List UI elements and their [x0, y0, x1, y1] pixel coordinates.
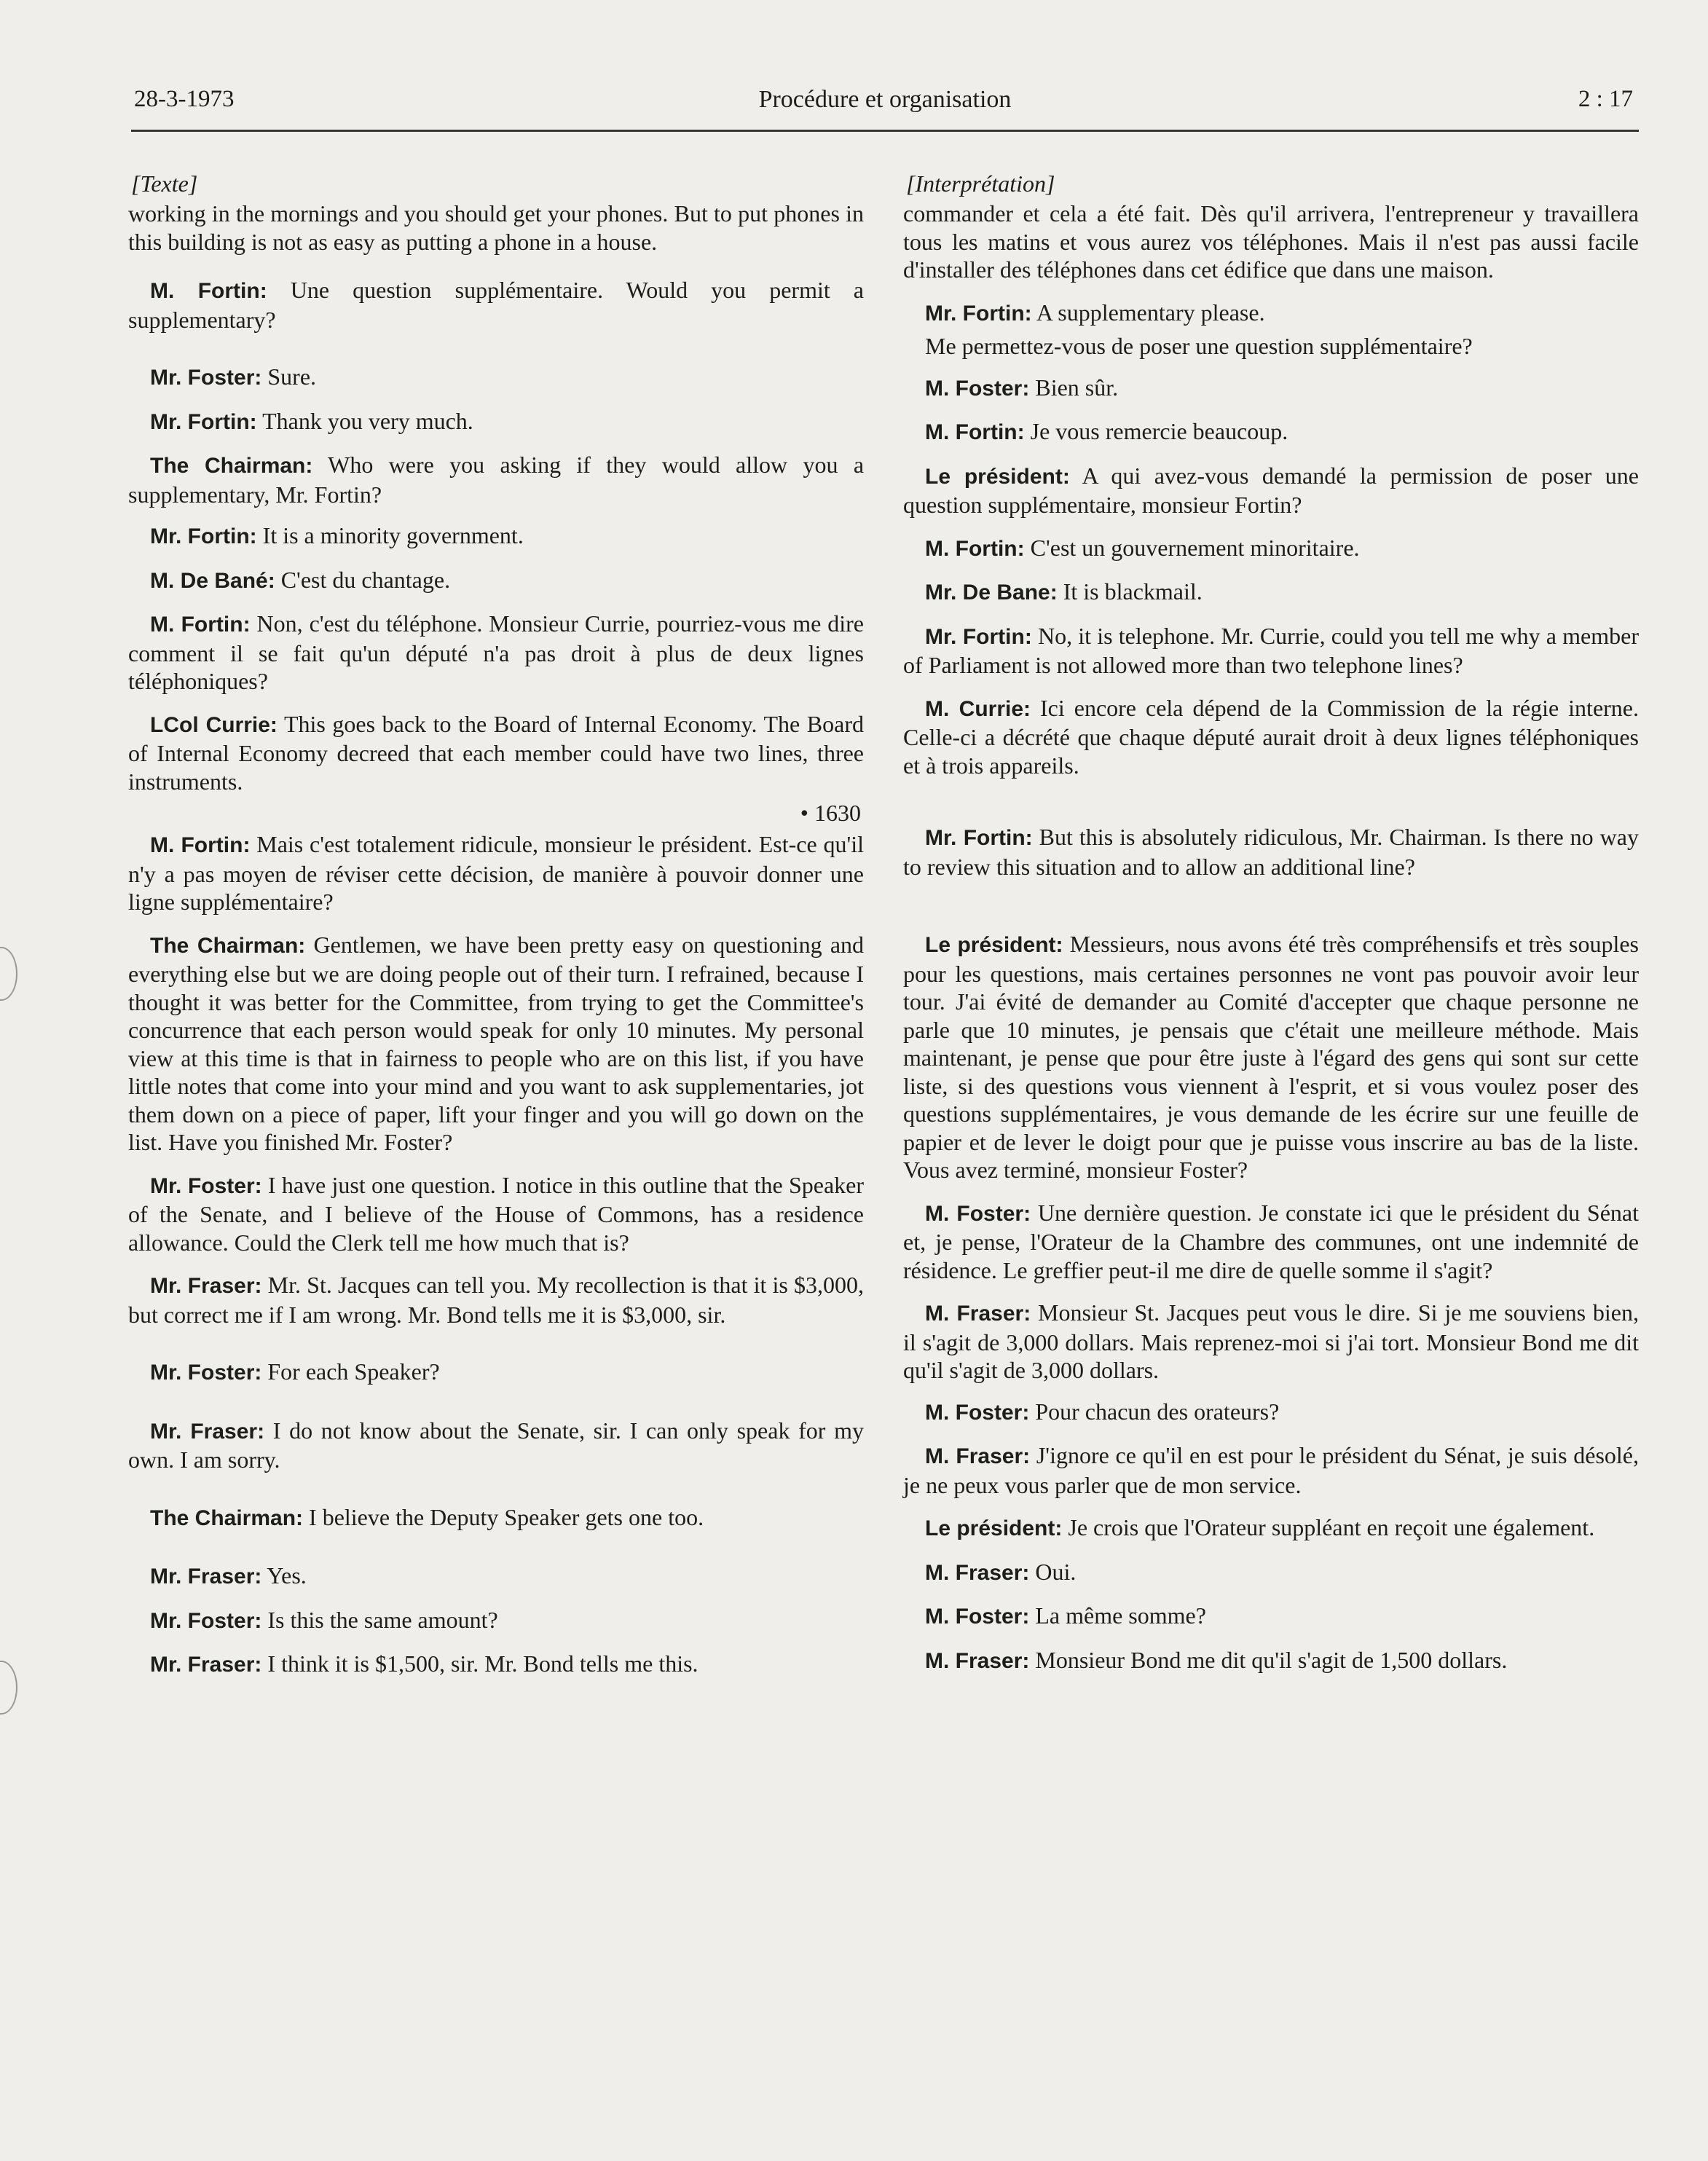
header-date: 28-3-1973: [134, 86, 235, 112]
speech-text: Pour chacun des orateurs?: [1035, 1398, 1280, 1425]
page-header: [131, 86, 1639, 132]
transcript-paragraph: [903, 1299, 1639, 1385]
transcript-paragraph: [903, 823, 1639, 881]
speech-text: Is this the same amount?: [267, 1606, 498, 1633]
transcript-paragraph: [128, 200, 864, 256]
speech-text: Who were you asking if they would allow you a supplementary, Mr. Fortin?: [128, 452, 865, 508]
transcript-paragraph: [903, 1441, 1639, 1499]
speech-text: This goes back to the Board of Internal Economy. The Board of Internal Economy decreed that each member could have two lines, three instruments.: [128, 710, 865, 795]
speech-text: Oui.: [1035, 1558, 1077, 1585]
speaker-name: Mr. Fortin:: [925, 624, 1032, 649]
transcript-paragraph: [128, 276, 864, 334]
speech-text: It is a minority government.: [262, 522, 524, 548]
speech-text: I have just one question. I notice in this outline that the Speaker of the Senate, and I believe of the House of Commons, has a residence allowance. Could the Clerk tell me how much that is?: [128, 1171, 864, 1256]
speech-text: Monsieur Bond me dit qu'il s'agit de 1,500 dollars.: [1035, 1646, 1508, 1673]
speech-text: Une dernière question. Je constate ici que le président du Sénat et, je pense, l'Orateur de la Chambre des communes, ont une indemnité de résidence. Le greffier peut-il me dire de quelle somme il s'agit?: [903, 1199, 1640, 1283]
speech-text: C'est un gouvernement minoritaire.: [1030, 534, 1360, 561]
transcript-paragraph: [903, 694, 1639, 780]
speech-text: La même somme?: [1035, 1602, 1206, 1629]
speaker-name: Mr. Fortin:: [925, 301, 1032, 326]
speech-text: I think it is $1,500, sir. Mr. Bond tells me this.: [267, 1650, 698, 1677]
speech-text: Messieurs, nous avons été très compréhensifs et très souples pour les questions, mais certaines personnes ne vont pas pouvoir avoir leur tour. J'ai évité de demander au Comité d'accepter que chaque personne ne parle que 10 minutes, je pensais que c'était une meilleure méthode. Mais maintenant, je pense que pour être juste à l'égard des gens qui sont sur cette liste, si des questions vous viennent à l'esprit, et si vous voulez poser des questions supplémentaires, je vous demande de les écrire sur une feuille de papier et de lever le doigt pour que je puisse vous inscrire au bas de la liste. Vous avez terminé, monsieur Foster?: [903, 931, 1639, 1183]
speaker-name: M. Foster:: [925, 376, 1030, 401]
transcript-paragraph: [903, 200, 1639, 284]
speaker-name: M. Foster:: [925, 1605, 1030, 1629]
transcript-paragraph: [903, 1199, 1639, 1285]
transcript-paragraph: [903, 578, 1639, 607]
speech-text: I do not know about the Senate, sir. I can only speak for my own. I am sorry.: [128, 1417, 865, 1473]
speech-text: Mais c'est totalement ridicule, monsieur le président. Est-ce qu'il n'y a pas moyen de réviser cette décision, de manière à pouvoir donner une ligne supplémentaire?: [128, 831, 864, 915]
column-label: [Interprétation]: [906, 170, 1055, 197]
speech-text: It is blackmail.: [1063, 578, 1203, 605]
speaker-name: M. Fraser:: [925, 1648, 1030, 1673]
speaker-name: M. Foster:: [925, 1201, 1031, 1226]
header-title: Procédure et organisation: [758, 86, 1012, 113]
speaker-name: M. Currie:: [925, 696, 1031, 721]
speaker-name: Mr. Fortin:: [925, 826, 1033, 850]
speaker-name: Le président:: [925, 464, 1070, 489]
transcript-paragraph: [128, 1171, 864, 1257]
speaker-name: Mr. Fortin:: [150, 524, 257, 548]
right-column-french: [903, 169, 1639, 1675]
transcript-paragraph: [128, 1562, 864, 1591]
transcript-paragraph: [128, 931, 864, 1157]
speaker-name: M. Fortin:: [925, 536, 1025, 561]
speaker-name: M. Fortin:: [150, 279, 267, 303]
transcript-paragraph: [128, 1503, 864, 1533]
speech-text: Je vous remercie beaucoup.: [1030, 418, 1288, 444]
transcript-paragraph: [903, 622, 1639, 680]
transcript-paragraph: [128, 521, 864, 551]
transcript-paragraph: [903, 1514, 1639, 1543]
binding-hole-mark: [0, 1661, 17, 1715]
speech-text: I believe the Deputy Speaker gets one too.: [309, 1503, 704, 1530]
transcript-paragraph: [903, 1398, 1639, 1428]
speaker-name: Mr. Foster:: [150, 1608, 262, 1633]
speech-text: A qui avez-vous demandé la permission de poser une question supplémentaire, monsieur Fortin?: [903, 462, 1639, 518]
transcript-paragraph: [128, 1606, 864, 1636]
transcript-paragraph: [128, 1650, 864, 1680]
transcript-paragraph: [903, 332, 1639, 361]
speech-text: Gentlemen, we have been pretty easy on questioning and everything else but we are doing people out of their turn. I refrained, because I thought it was better for the Committee, from trying to get the Committee's concurrence that each person would speak for only 10 minutes. My personal view at this time is that in fairness to people who are on this list, if you have little notes that come into your mind and you want to ask supplementaries, jot them down on a piece of paper, lift your finger and you will go down on the list. Have you finished Mr. Foster?: [128, 931, 865, 1155]
speech-text: commander et cela a été fait. Dès qu'il arrivera, l'entrepreneur y travaillera tous les matins et vous aurez vos téléphones. Mais il n'est pas aussi facile d'installer des téléphones dans cet édifice que dans une maison.: [903, 200, 1639, 283]
time-marker: • 1630: [800, 800, 861, 826]
speaker-name: Mr. Fraser:: [150, 1419, 265, 1444]
speech-text: But this is absolutely ridiculous, Mr. Chairman. Is there no way to review this situation and to allow an additional line?: [903, 824, 1639, 880]
speech-text: Mr. St. Jacques can tell you. My recollection is that it is $3,000, but correct me if I am wrong. Mr. Bond tells me it is $3,000, sir.: [128, 1272, 865, 1328]
transcript-paragraph: [903, 1602, 1639, 1631]
transcript-paragraph: [128, 451, 864, 508]
transcript-paragraph: [903, 1558, 1639, 1588]
speech-text: Bien sûr.: [1035, 374, 1119, 401]
speaker-name: M. Foster:: [925, 1400, 1030, 1425]
speaker-name: M. De Bané:: [150, 568, 275, 593]
transcript-paragraph: [903, 930, 1639, 1184]
speaker-name: LCol Currie:: [150, 712, 278, 737]
speaker-name: Le président:: [925, 933, 1063, 957]
speech-text: J'ignore ce qu'il en est pour le président du Sénat, je suis désolé, je ne peux vous parler que de mon service.: [903, 1442, 1640, 1498]
transcript-paragraph: [903, 1646, 1639, 1676]
speaker-name: M. Fortin:: [150, 613, 251, 637]
speaker-name: M. Fraser:: [925, 1444, 1031, 1468]
binding-hole-mark: [0, 947, 17, 1001]
speaker-name: The Chairman:: [150, 933, 306, 958]
transcript-paragraph: [128, 1271, 864, 1329]
page-number: 2 : 17: [1578, 86, 1633, 112]
speech-text: Je crois que l'Orateur suppléant en reçoit une également.: [1068, 1514, 1595, 1540]
speech-text: Ici encore cela dépend de la Commission de la régie interne. Celle-ci a décrété que chaque député aurait droit à deux lignes téléphoniques et à trois appareils.: [903, 694, 1640, 779]
speaker-name: M. Fortin:: [150, 833, 251, 857]
transcript-paragraph: [903, 417, 1639, 447]
transcript-paragraph: [128, 710, 864, 796]
speech-text: Me permettez-vous de poser une question supplémentaire?: [925, 333, 1473, 359]
transcript-paragraph: [128, 1417, 864, 1474]
transcript-paragraph: [128, 1358, 864, 1387]
speaker-name: M. Fortin:: [925, 420, 1025, 444]
transcript-paragraph: [128, 830, 864, 916]
speech-text: Yes.: [267, 1562, 307, 1589]
transcript-paragraph: [128, 566, 864, 596]
speech-text: Sure.: [267, 363, 317, 390]
speaker-name: Mr. De Bane:: [925, 580, 1058, 605]
speaker-name: Mr. Fraser:: [150, 1653, 262, 1677]
speech-text: C'est du chantage.: [280, 566, 451, 593]
speaker-name: Mr. Foster:: [150, 366, 262, 390]
transcript-paragraph: [128, 363, 864, 393]
speaker-name: Le président:: [925, 1516, 1063, 1540]
speaker-name: The Chairman:: [150, 454, 313, 478]
speaker-name: Mr. Fraser:: [150, 1274, 262, 1298]
speaker-name: Mr. Foster:: [150, 1361, 262, 1385]
speech-text: A supplementary please.: [1036, 299, 1265, 326]
speech-text: No, it is telephone. Mr. Currie, could you tell me why a member of Parliament is not allowed more than two telephone lines?: [903, 622, 1639, 678]
transcript-paragraph: [903, 534, 1639, 564]
speaker-name: M. Fraser:: [925, 1302, 1031, 1326]
speech-text: For each Speaker?: [267, 1358, 440, 1385]
speech-text: Monsieur St. Jacques peut vous le dire. Si je me souviens bien, il s'agit de 3,000 dollars. Mais reprenez-moi si j'ai tort. Monsieur Bond me dit qu'il s'agit de 3,000 dollars.: [903, 1299, 1640, 1383]
speech-text: Thank you very much.: [262, 407, 473, 434]
speaker-name: Mr. Fraser:: [150, 1564, 262, 1589]
transcript-paragraph: [128, 610, 864, 696]
transcript-paragraph: [903, 462, 1639, 519]
transcript-paragraph: [903, 374, 1639, 404]
column-label: [Texte]: [131, 170, 198, 197]
speech-text: Une question supplémentaire. Would you permit a supplementary?: [128, 277, 864, 333]
speaker-name: Mr. Foster:: [150, 1173, 262, 1198]
speaker-name: Mr. Fortin:: [150, 409, 257, 434]
speech-text: Non, c'est du téléphone. Monsieur Currie, pourriez-vous me dire comment il se fait qu'un député n'a pas droit à plus de deux lignes téléphoniques?: [128, 610, 864, 694]
speech-text: working in the mornings and you should get your phones. But to put phones in this building is not as easy as putting a phone in a house.: [128, 200, 864, 255]
transcript-paragraph: [128, 407, 864, 437]
transcript-paragraph: [903, 299, 1639, 328]
speaker-name: The Chairman:: [150, 1505, 304, 1530]
speaker-name: M. Fraser:: [925, 1560, 1030, 1585]
left-column-english: [128, 169, 864, 1680]
